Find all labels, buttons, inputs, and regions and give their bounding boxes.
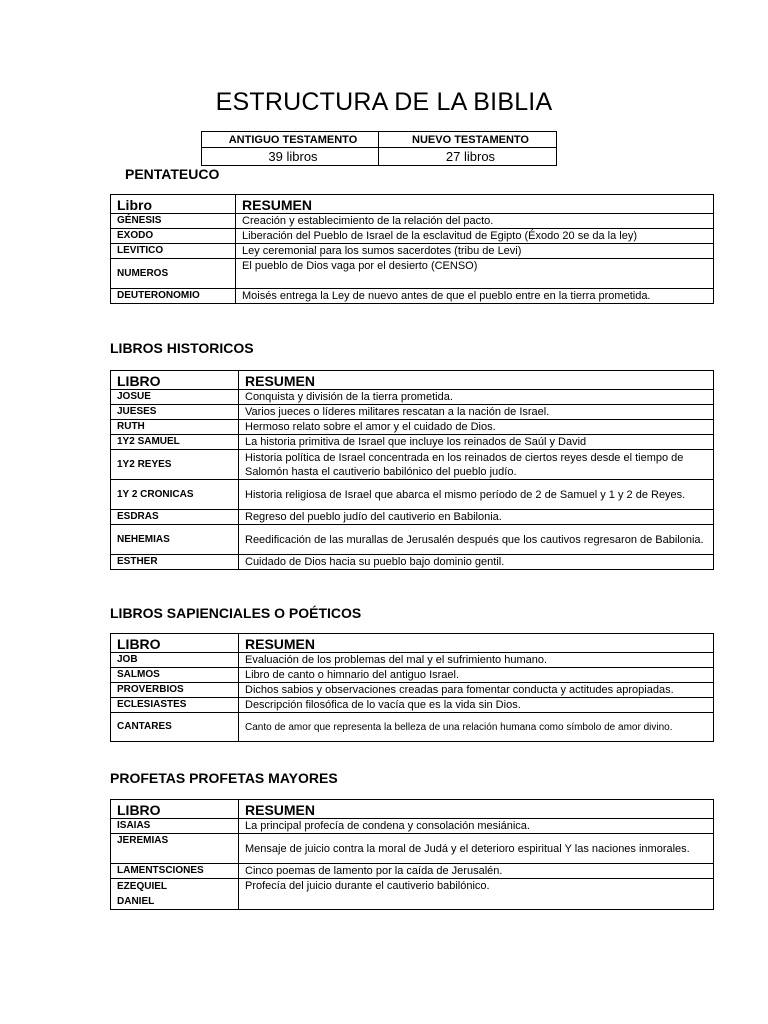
testament-summary-table <box>201 131 557 166</box>
column-header-book: LIBRO <box>111 634 239 653</box>
column-header-summary: RESUMEN <box>239 634 714 653</box>
book-name: LEVITICO <box>111 244 236 259</box>
table-row <box>111 420 714 435</box>
book-summary: Evaluación de los problemas del mal y el sufrimiento humano. <box>239 653 714 668</box>
old-testament-count: 39 libros <box>202 148 379 166</box>
book-name: JOB <box>111 653 239 668</box>
book-name: JUESES <box>111 405 239 420</box>
book-summary: Dichos sabios y observaciones creadas para fomentar conducta y actitudes apropiadas. <box>239 683 714 698</box>
table-row <box>111 653 714 668</box>
column-header-book: Libro <box>111 195 236 214</box>
table-row <box>111 668 714 683</box>
table-row <box>111 289 714 304</box>
book-name: ECLESIASTES <box>111 698 239 713</box>
book-name: DEUTERONOMIO <box>111 289 236 304</box>
page-title: ESTRUCTURA DE LA BIBLIA <box>215 88 553 116</box>
book-summary: Mensaje de juicio contra la moral de Judá y el deterioro espiritual Y las naciones inmorales. <box>239 834 714 864</box>
old-testament-header: ANTIGUO TESTAMENTO <box>202 132 379 148</box>
book-summary: Conquista y división de la tierra prometida. <box>239 390 714 405</box>
table-row <box>111 259 714 289</box>
book-summary: Cinco poemas de lamento por la caída de Jerusalén. <box>239 864 714 879</box>
table-row <box>111 555 714 570</box>
column-header-book: LIBRO <box>111 800 239 819</box>
book-summary: Canto de amor que representa la belleza de una relación humana como símbolo de amor divino. <box>245 722 673 733</box>
book-summary: Libro de canto o himnario del antiguo Israel. <box>239 668 714 683</box>
column-header-book: LIBRO <box>111 371 239 390</box>
profetas-table <box>110 799 714 910</box>
section-title-sapienciales: LIBROS SAPIENCIALES O POÉTICOS <box>110 605 362 621</box>
book-name: DANIEL <box>117 896 155 907</box>
table-row <box>111 244 714 259</box>
book-summary: El pueblo de Dios vaga por el desierto (CENSO) <box>236 259 714 289</box>
book-summary: Profecía del juicio durante el cautiverio babilónico. <box>239 879 714 910</box>
column-header-summary: RESUMEN <box>239 371 714 390</box>
table-row <box>111 864 714 879</box>
new-testament-header: NUEVO TESTAMENTO <box>379 132 557 148</box>
table-row <box>111 214 714 229</box>
book-summary-cell <box>239 713 714 742</box>
new-testament-count: 27 libros <box>379 148 557 166</box>
book-name-cell <box>111 879 239 910</box>
book-summary: La principal profecía de condena y consolación mesiánica. <box>239 819 714 834</box>
table-row <box>111 510 714 525</box>
book-name: NEHEMIAS <box>111 525 239 555</box>
book-name: 1Y2 REYES <box>111 450 239 480</box>
table-row <box>111 405 714 420</box>
book-name: EZEQUIEL <box>117 881 168 892</box>
table-row <box>111 450 714 480</box>
book-summary: Hermoso relato sobre el amor y el cuidado de Dios. <box>239 420 714 435</box>
pentateuco-table <box>110 194 714 304</box>
book-summary: La historia primitiva de Israel que incluye los reinados de Saúl y David <box>239 435 714 450</box>
column-header-summary: RESUMEN <box>239 800 714 819</box>
book-summary: Reedificación de las murallas de Jerusalén después que los cautivos regresaron de Babilonia. <box>239 525 714 555</box>
book-name: JOSUE <box>111 390 239 405</box>
book-summary: Varios jueces o líderes militares rescatan a la nación de Israel. <box>239 405 714 420</box>
book-summary: Regreso del pueblo judío del cautiverio en Babilonia. <box>239 510 714 525</box>
book-name: GÉNESIS <box>111 214 236 229</box>
book-name: JEREMIAS <box>111 834 239 864</box>
table-row <box>111 435 714 450</box>
book-name: SALMOS <box>111 668 239 683</box>
book-name: ESTHER <box>111 555 239 570</box>
table-row <box>111 819 714 834</box>
book-summary: Historia religiosa de Israel que abarca el mismo período de 2 de Samuel y 1 y 2 de Reyes. <box>239 480 714 510</box>
book-name: ISAIAS <box>111 819 239 834</box>
book-summary: Liberación del Pueblo de Israel de la esclavitud de Egipto (Éxodo 20 se da la ley) <box>236 229 714 244</box>
sapienciales-table <box>110 633 714 742</box>
table-row <box>111 480 714 510</box>
table-row <box>111 834 714 864</box>
book-name: NUMEROS <box>111 259 236 289</box>
column-header-summary: RESUMEN <box>236 195 714 214</box>
book-name: PROVERBIOS <box>111 683 239 698</box>
book-summary: Moisés entrega la Ley de nuevo antes de que el pueblo entre en la tierra prometida. <box>236 289 714 304</box>
book-name: RUTH <box>111 420 239 435</box>
book-name: 1Y2 SAMUEL <box>111 435 239 450</box>
table-row <box>111 698 714 713</box>
book-summary: Ley ceremonial para los sumos sacerdotes (tribu de Levi) <box>236 244 714 259</box>
book-name: CANTARES <box>111 713 239 742</box>
book-name: LAMENTSCIONES <box>111 864 239 879</box>
table-row <box>111 525 714 555</box>
section-title-pentateuco: PENTATEUCO <box>125 166 220 182</box>
book-name: ESDRAS <box>111 510 239 525</box>
table-row <box>111 229 714 244</box>
section-title-historicos: LIBROS HISTORICOS <box>110 340 254 356</box>
section-title-profetas: PROFETAS PROFETAS MAYORES <box>110 770 338 786</box>
book-name: 1Y 2 CRONICAS <box>111 480 239 510</box>
book-summary: Cuidado de Dios hacia su pueblo bajo dominio gentil. <box>239 555 714 570</box>
table-row <box>111 879 714 910</box>
historicos-table <box>110 370 714 570</box>
book-name: EXODO <box>111 229 236 244</box>
table-row <box>111 390 714 405</box>
table-row <box>111 713 714 742</box>
book-summary: Historia política de Israel concentrada en los reinados de ciertos reyes desde el tiempo de Salomón hasta el cautiverio babilónico del pueblo judío. <box>239 450 714 480</box>
book-summary: Descripción filosófica de lo vacía que es la vida sin Dios. <box>239 698 714 713</box>
table-row <box>111 683 714 698</box>
book-summary: Creación y establecimiento de la relación del pacto. <box>236 214 714 229</box>
